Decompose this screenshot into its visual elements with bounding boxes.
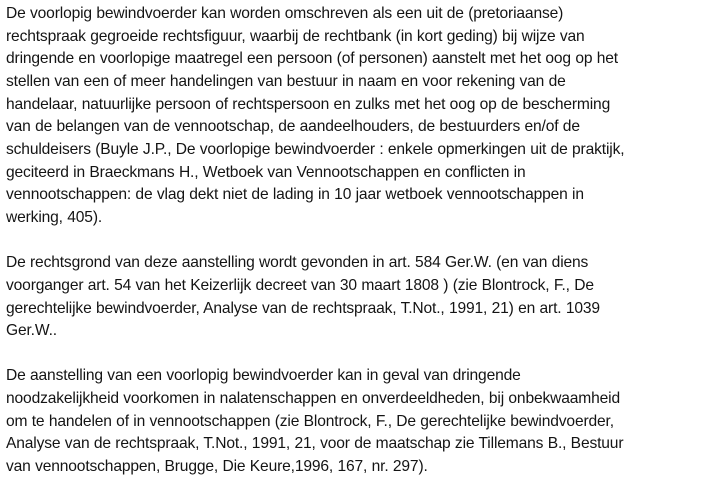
text-line: Analyse van de rechtspraak, T.Not., 1991, 21, voor de maatschap zie Tillemans B., Bestuur [6,435,624,453]
text-line: vennootschappen: de vlag dekt niet de lading in 10 jaar wetboek vennootschappen in [6,186,584,204]
paragraph-legal-basis [6,252,718,343]
text-line: rechtspraak gegroeide rechtsfiguur, waarbij de rechtbank (in kort geding) bij wijze van [6,27,585,45]
paragraph-appointment-cases [6,365,718,478]
text-line: noodzakelijkheid voorkomen in nalatenschappen en onverdeeldheden, bij onbekwaamheid [6,390,621,408]
text-line: voorganger art. 54 van het Keizerlijk decreet van 30 maart 1808 ) (zie Blontrock, F., De [6,276,594,294]
text-line: De aanstelling van een voorlopig bewindvoerder kan in geval van dringende [6,367,521,385]
text-line: De rechtsgrond van deze aanstelling wordt gevonden in art. 584 Ger.W. (en van diens [6,254,589,272]
text-line: geciteerd in Braeckmans H., Wetboek van Vennootschappen en conflicten in [6,163,526,181]
text-line: dringende en voorlopige maatregel een persoon (of personen) aanstelt met het oog op het [6,50,618,68]
text-line: Ger.W.. [6,322,57,340]
text-line: De voorlopig bewindvoerder kan worden omschreven als een uit de (pretoriaanse) [6,5,564,22]
text-line: om te handelen of in vennootschappen (zie Blontrock, F., De gerechtelijke bewindvoerder, [6,412,614,430]
text-line: van vennootschappen, Brugge, Die Keure,1996, 167, nr. 297). [6,458,428,476]
paragraph-definition [6,3,718,230]
text-line: stellen van een of meer handelingen van bestuur in naam en voor rekening van de [6,72,566,90]
text-line: van de belangen van de vennootschap, de aandeelhouders, de bestuurders en/of de [6,118,580,136]
text-line: handelaar, natuurlijke persoon of rechtspersoon en zulks met het oog op de bescherming [6,95,611,113]
text-line: gerechtelijke bewindvoerder, Analyse van de rechtspraak, T.Not., 1991, 21) en art. 1039 [6,299,600,317]
text-line: schuldeisers (Buyle J.P., De voorlopige bewindvoerder : enkele opmerkingen uit de praktijk, [6,140,625,158]
text-line: werking, 405). [6,208,103,226]
document-body [6,3,718,501]
